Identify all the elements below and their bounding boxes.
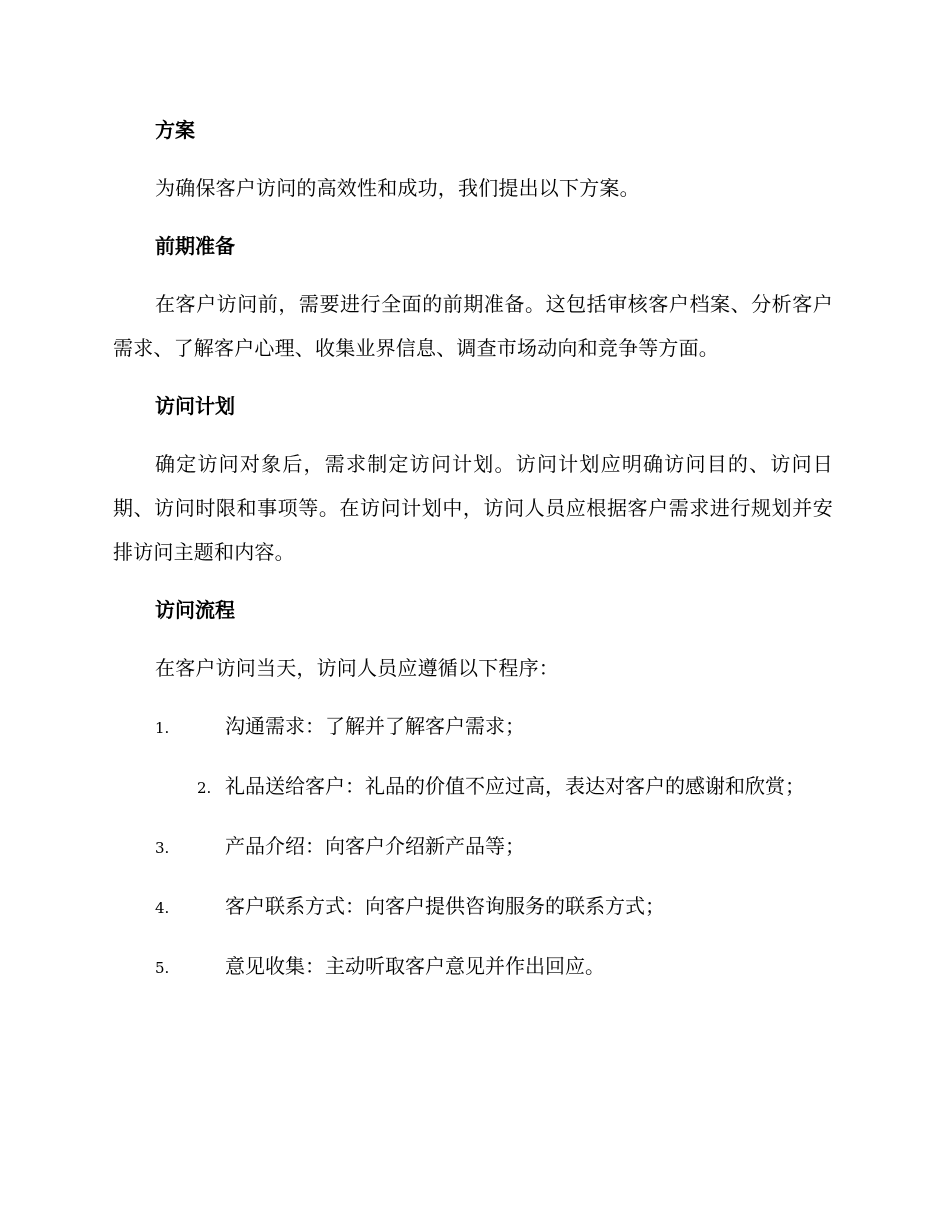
list-item-number: 4. xyxy=(155,899,170,917)
list-item-number: 2. xyxy=(197,779,212,797)
section-paragraph-preparation: 在客户访问前，需要进行全面的前期准备。这包括审核客户档案、分析客户需求、了解客户心理、收集业界信息、调查市场动向和竞争等方面。 xyxy=(113,292,833,360)
list-item xyxy=(113,944,833,990)
list-item xyxy=(113,884,833,930)
list-item-number: 1. xyxy=(155,719,170,737)
list-item xyxy=(113,764,833,810)
list-item-text: 客户联系方式：向客户提供咨询服务的联系方式； xyxy=(225,894,665,918)
section-paragraph-visit-process: 在客户访问当天，访问人员应遵循以下程序： xyxy=(155,656,559,680)
list-item xyxy=(113,824,833,870)
list-item-text: 礼品送给客户：礼品的价值不应过高，表达对客户的感谢和欣赏； xyxy=(225,774,805,798)
section-heading-plan: 方案 xyxy=(155,118,195,142)
list-item-number: 3. xyxy=(155,839,170,857)
document-body xyxy=(113,108,833,1004)
section-heading-visit-process: 访问流程 xyxy=(155,598,235,622)
list-item-text: 意见收集：主动听取客户意见并作出回应。 xyxy=(225,954,605,978)
section-heading-preparation: 前期准备 xyxy=(155,234,235,258)
list-item xyxy=(113,704,833,750)
list-item-text: 产品介绍：向客户介绍新产品等； xyxy=(225,834,525,858)
section-heading-visit-plan: 访问计划 xyxy=(155,394,235,418)
list-item-text: 沟通需求：了解并了解客户需求； xyxy=(225,714,525,738)
section-paragraph-visit-plan: 确定访问对象后，需求制定访问计划。访问计划应明确访问目的、访问日期、访问时限和事项等。在访问计划中，访问人员应根据客户需求进行规划并安排访问主题和内容。 xyxy=(113,452,833,564)
section-paragraph-plan: 为确保客户访问的高效性和成功，我们提出以下方案。 xyxy=(155,176,640,200)
list-item-number: 5. xyxy=(155,959,170,977)
